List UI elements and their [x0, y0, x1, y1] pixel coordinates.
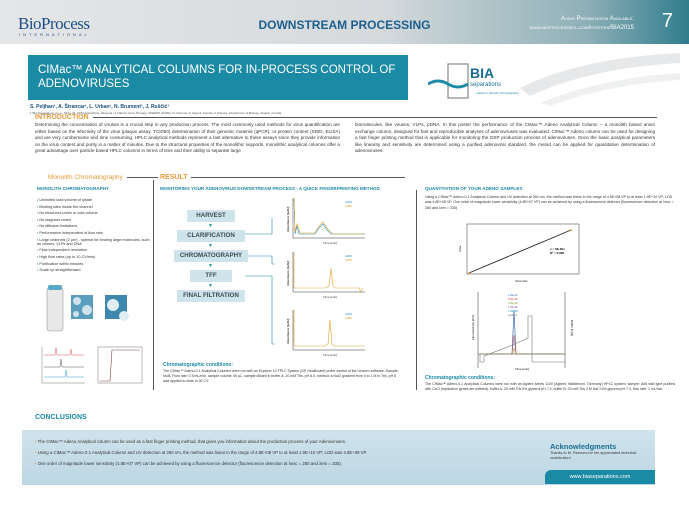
- y-axis-label: Absorbance [mAU]: [286, 206, 290, 232]
- list-item: • Purification within minutes: [37, 261, 152, 268]
- conditions2-heading: Chromatographic conditions:: [425, 375, 495, 381]
- y-axis-label: Fluorescence [mV]: [471, 314, 475, 340]
- flow-connectors: [245, 218, 290, 348]
- svg-text:BIA: BIA: [470, 65, 495, 81]
- section-title: DOWNSTREAM PROCESSING: [258, 18, 431, 32]
- list-item: • No dead-end pores or void volume: [37, 210, 152, 217]
- introduction-heading-text: INTRODUCTION: [35, 114, 89, 121]
- legend-a280: A280: [345, 316, 353, 320]
- introduction-left: Determining the concentration of viruses is a crucial step in any production process. The most commonly used methods for virus quantification are either based on the infectivity of the virus (plaque assay, TCID50) determination of their genomic material (qPCR), or protein content (SRID, ELISA) and are very cumbersome and time consuming. HPLC analytical methods represent a fast alternative to these assays since they provide information on the virus content and purity in a matter of minutes. Due to the structural properties of the monolithic supports, monolithic analytical columns offer a great advantage over particle based HPLC columns in terms of time and their ability to separate large: [35, 122, 340, 153]
- list-item: • Large channels (2 µm) - optimal for binding large molecules, such as viruses, VLPs and DNA: [37, 237, 152, 248]
- conditions-text: The CIMac™ Adeno-0.1 Analytical Columns were run with an Explorer 10 FPLC System (GE Healthcare) under control of the Unicorn software. Sample: rAd5, Flow rate: 0.5 mL/min, sample volume: 50 µL, sample diluted in buffer A: 20 mM Tris, pH 8.0, method: a NaCl gradient from 0 to 1 M in Tris, pH 8 was applied to elute in 30 CV.: [163, 369, 399, 384]
- svg-text:separations: separations: [470, 82, 502, 88]
- y-axis-label: Absorbance [mAU]: [286, 260, 290, 286]
- linear-r2: R² = 0.999: [550, 251, 565, 255]
- conclusions-list: [35, 436, 535, 469]
- monolith-heading: [48, 174, 158, 181]
- introduction-heading: [35, 114, 657, 121]
- arrow-down-icon: ▼: [208, 243, 213, 249]
- legend-item: gradient: [508, 314, 518, 317]
- list-item: • The CIMac™ Adeno Analytical column can be used as a fast finger printing method, that gives you information about the production process of your Adenoviruses.: [35, 436, 535, 447]
- audio-url[interactable]: www.bioprocessintl.com/posters/BIA2015: [529, 25, 634, 31]
- linear-equation: y = 6E-05x: [550, 247, 565, 251]
- list-item: • One order of magnitude lower sensitivity (4.8E+07 VP) can be achieved by using a fluorescence detector (fluorescence detection at λexc = 280 and λem = 335).: [35, 458, 535, 469]
- decorative-swoosh: [520, 48, 680, 108]
- conditions-heading: Chromatographic conditions:: [163, 362, 233, 368]
- poster-title: CIMac™ ANALYTICAL COLUMNS FOR IN-PROCESS CONTROL OF ADENOVIRUSES: [28, 55, 408, 100]
- a280-trace: [294, 252, 363, 292]
- monolith-features-list: [37, 197, 152, 274]
- audio-presentation: [529, 15, 634, 33]
- x-axis-label: Time [min]: [515, 367, 529, 371]
- chromatogram-chromatography: [285, 250, 375, 300]
- legend-item: 4.8E+09: [508, 302, 518, 305]
- x-axis-label: Time [min]: [323, 353, 337, 357]
- y-axis-label: Absorbance [mAU]: [286, 318, 290, 344]
- legend-item: 4.8E+08: [508, 310, 518, 313]
- affiliations: 1 BIA Separations d.o.o., Mirce 21, 5270 Ajdovščina, Slovenia | 2 Atlantic Gene Therapy, INSERM U1089 | 3 University of Zagreb, Faculty of Science, Department of Biology, Zagreb, Croatia: [30, 111, 282, 115]
- bia-separations-logo: [428, 62, 538, 102]
- monolith-performance-charts: [40, 345, 145, 385]
- website-link[interactable]: www.biaseparations.com: [545, 470, 655, 484]
- list-item: • Flow-independent resolution: [37, 247, 152, 254]
- a280-trace: [294, 198, 365, 234]
- legend-item: 9.5E+09: [508, 298, 518, 301]
- flow-step-clarification: CLARIFICATION: [177, 230, 245, 242]
- legend-a280: A280: [345, 204, 353, 208]
- list-item: • Performance independent of flow rate: [37, 230, 152, 237]
- y-axis-label: Area: [458, 245, 462, 252]
- legend-a280: A280: [345, 258, 353, 262]
- x-axis-label: Time [min]: [323, 295, 337, 299]
- monitoring-subheading: MONITORING YOUR ADENOVIRUS DOWNSTREAM PROCESS - A QUICK FINGERPRINTING METHOD: [160, 186, 380, 191]
- gradient-chart: [470, 290, 580, 372]
- audio-label: Audio Presentation Available:: [560, 16, 634, 22]
- acknowledgments-heading: Acknowledgments: [550, 442, 617, 451]
- result-heading: [160, 174, 405, 181]
- bioprocess-logo-sub: INTERNATIONAL: [19, 32, 90, 37]
- bioprocess-logo: BioProcess: [18, 14, 90, 33]
- introduction-right: biomolecules, like viruses, VLPs, pDNA. In this poster the performance of the CIMac™ Adeno Analytical Column – a monolith based anion exchange column, designed for fast and reproducible analyses of adenoviruses was evaluated. CIMac™ Adeno column can be used for designing a fast finger printing method that is applicable for monitoring the DSP production process of adenoviruses. Once the basic analytical parameters like linearity and sensitivity are determined using a purified adenoviral standard, the metod can be applied for quantitative determination of adenoviruses.: [355, 122, 655, 153]
- monolith-heading-text: Monolith Chromatography: [48, 174, 123, 181]
- list-item: • Binding sites inside the channel: [37, 204, 152, 211]
- arrow-down-icon: ▼: [208, 223, 213, 229]
- quantitation-text: Using a CIMac™ Adeno-0.1 Analytical Column and UV detection at 260 nm, the method was linear in the range of 4.8E+08 VP to at least 1.9E+10 VP; LOD was 4.8E+08 VP. One order of magnitude lower sensitivity (4.8E+07 VP) can be achieved by using a fluorescence detector (fluorescence detection at λexc = 280 and λem = 335).: [425, 195, 674, 210]
- arrow-down-icon: ▼: [208, 283, 213, 289]
- column-divider: [416, 190, 417, 390]
- list-item: • No stagnant zones: [37, 217, 152, 224]
- result-heading-text: RESULT: [160, 174, 188, 181]
- legend-a260: A260: [345, 254, 353, 258]
- svg-text:Leaders in Monolith Chromatogr: Leaders in Monolith Chromatography: [476, 92, 519, 95]
- authors: S. Peljhan¹, A. Štrancar¹, L. Urban¹, N. Brument², J. Ruščić³: [30, 104, 170, 110]
- linearity-chart: [455, 222, 585, 284]
- conditions2-text: The CIMac™ Adeno-0.1 Analytical Columns were run with an Agilent series 1100 (Agilent, Waldbronn, Germany) HPLC system, sample: Ad5 wild type purified with CsCl (replication genes are deleted), buffer A: 20 mM Tris 5% glycerol pH 7.4, buffer B: 20 mM Tris 2 M NaCl 5% glycerol pH 7.4, flow rate: 1 mL/min.: [425, 382, 675, 392]
- legend-a260: A260: [345, 312, 353, 316]
- column-divider: [153, 180, 154, 390]
- acknowledgments-text: Thanks to M. Rennors for her appreciated technical contribution!: [550, 451, 637, 460]
- list-item: • Unlimited load volume of lysate: [37, 197, 152, 204]
- y2-axis-label: Buffer B [%]: [570, 320, 574, 336]
- legend-item: 1.9E+09: [508, 306, 518, 309]
- a280-trace: [294, 310, 365, 346]
- legend-item: 1.9E+10: [508, 294, 518, 297]
- flow-step-tff: TFF: [190, 270, 232, 282]
- x-axis-label: Virus titer: [515, 279, 528, 283]
- monolith-column-images: [45, 283, 135, 333]
- page-number: 7: [661, 10, 673, 32]
- list-item: • High flow rates (up to 10 CV/min): [37, 254, 152, 261]
- x-axis-label: Time [min]: [323, 241, 337, 245]
- chromatogram-clarification: [285, 196, 375, 246]
- list-item: • No diffusion limitations: [37, 223, 152, 230]
- flow-step-final-filtration: FINAL FILTRATION: [177, 290, 245, 302]
- chromatogram-tff: [285, 308, 375, 358]
- arrow-down-icon: ▼: [208, 263, 213, 269]
- conclusions-heading: CONCLUSIONS: [35, 414, 87, 421]
- a260-trace: [294, 199, 365, 234]
- quantitation-subheading: QUANTITATION OF YOUR ADENO SAMPLES: [425, 186, 523, 191]
- list-item: • Scale-up straightforward: [37, 267, 152, 274]
- monolith-subheading: MONOLITH CHROMATOGRAPHY: [37, 186, 110, 191]
- flow-step-harvest: HARVEST: [187, 210, 235, 222]
- legend-a260: A260: [345, 200, 353, 204]
- flow-step-chromatography: CHROMATOGRAPHY: [174, 250, 248, 262]
- list-item: • Using a CIMac™ Adeno-0.1 Analytical Column and UV detection at 260 nm, the method was linear in the range of 4.8E+08 VP to at least 1.9E+10 VP; LOD was 4.8E+08 VP.: [35, 447, 535, 458]
